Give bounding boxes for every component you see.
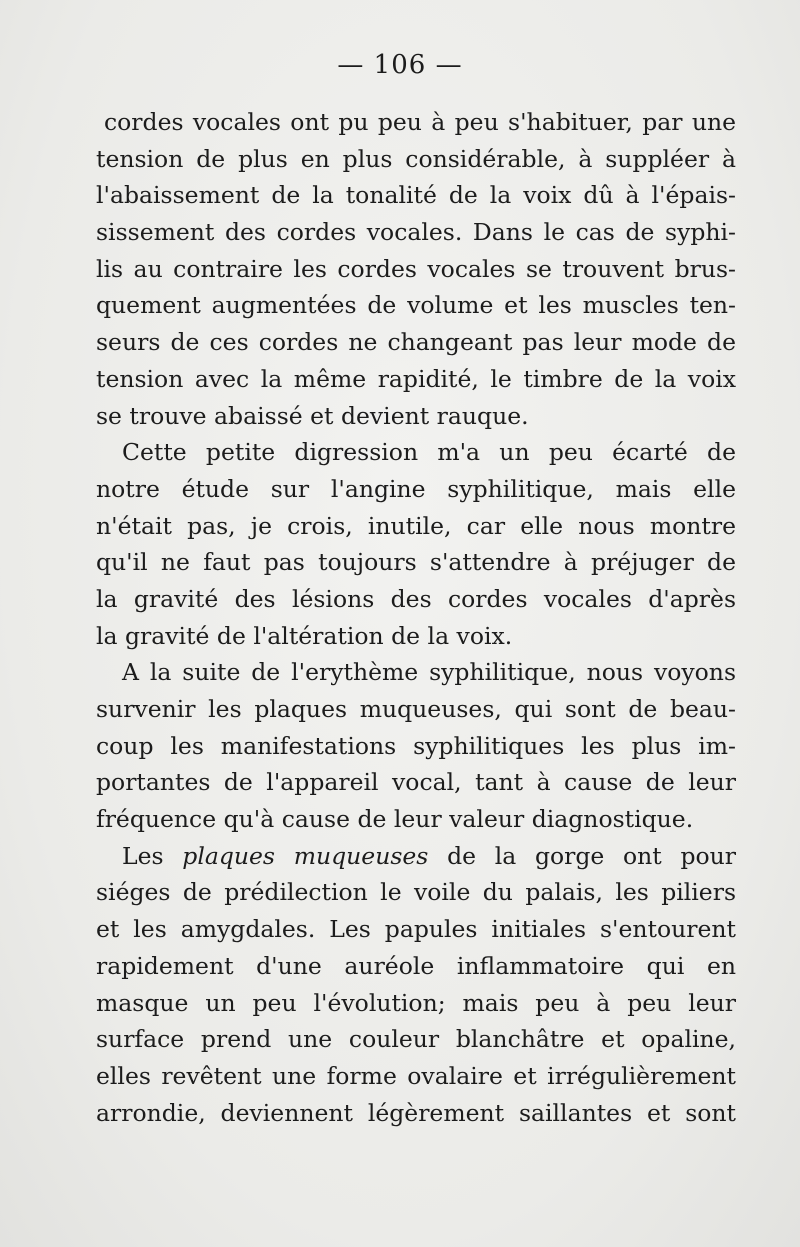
text-line: elles revêtent une forme ovalaire et irrégulièrement (96, 1061, 736, 1090)
text-line: siéges de prédilection le voile du palais, les piliers (96, 878, 736, 907)
text-line: A la suite de l'erythème syphilitique, nous voyons (122, 658, 736, 687)
italic-term: plaques muqueuses (182, 841, 429, 870)
text-line: portantes de l'appareil vocal, tant à cause de leur (96, 768, 736, 797)
page-number: — 106 — (337, 50, 463, 80)
text-line: la gravité des lésions des cordes vocales d'après (96, 584, 736, 613)
paragraph-1 (96, 104, 736, 434)
text-line: lis au contraire les cordes vocales se trouvent brus- (96, 254, 736, 283)
text-line: l'abaissement de la tonalité de la voix dû à l'épais- (96, 181, 736, 210)
text-line: fréquence qu'à cause de leur valeur diagnostique. (96, 805, 694, 834)
text-line: se trouve abaissé et devient rauque. (96, 401, 529, 430)
text-line: qu'il ne faut pas toujours s'attendre à préjuger de (96, 548, 736, 577)
text-line: seurs de ces cordes ne changeant pas leur mode de (96, 328, 736, 357)
paragraph-4 (96, 838, 736, 1132)
paragraph-2 (96, 434, 736, 654)
text-line: tension avec la même rapidité, le timbre de la voix (96, 364, 736, 393)
text-run: de la gorge ont pour (428, 841, 737, 870)
text-line: rapidement d'une auréole inflammatoire qui en (96, 951, 736, 980)
text-line: n'était pas, je crois, inutile, car elle nous montre (96, 511, 736, 540)
text-line: et les amygdales. Les papules initiales s'entourent (96, 915, 736, 944)
text-line: tension de plus en plus considérable, à suppléer à (96, 144, 736, 173)
text-line: survenir les plaques muqueuses, qui sont de beau- (96, 695, 736, 723)
text-line: sissement des cordes vocales. Dans le cas de syphi- (96, 218, 736, 247)
text-line: arrondie, deviennent légèrement saillantes et sont (96, 1098, 736, 1127)
paragraph-3 (96, 654, 736, 837)
text-line (96, 838, 736, 875)
text-run: Les (122, 841, 183, 870)
text-line: surface prend une couleur blanchâtre et opaline, (96, 1025, 736, 1054)
text-line: quement augmentées de volume et les muscles ten- (96, 291, 736, 320)
text-line: la gravité de l'altération de la voix. (96, 621, 513, 650)
text-line: coup les manifestations syphilitiques les plus im- (96, 731, 736, 760)
text-line: notre étude sur l'angine syphilitique, mais elle (96, 474, 736, 503)
text-line: Cette petite digression m'a un peu écarté de (122, 438, 736, 467)
body-text (96, 104, 736, 1131)
text-line: masque un peu l'évolution; mais peu à peu leur (96, 988, 736, 1017)
text-line: cordes vocales ont pu peu à peu s'habituer, par une (104, 108, 736, 136)
